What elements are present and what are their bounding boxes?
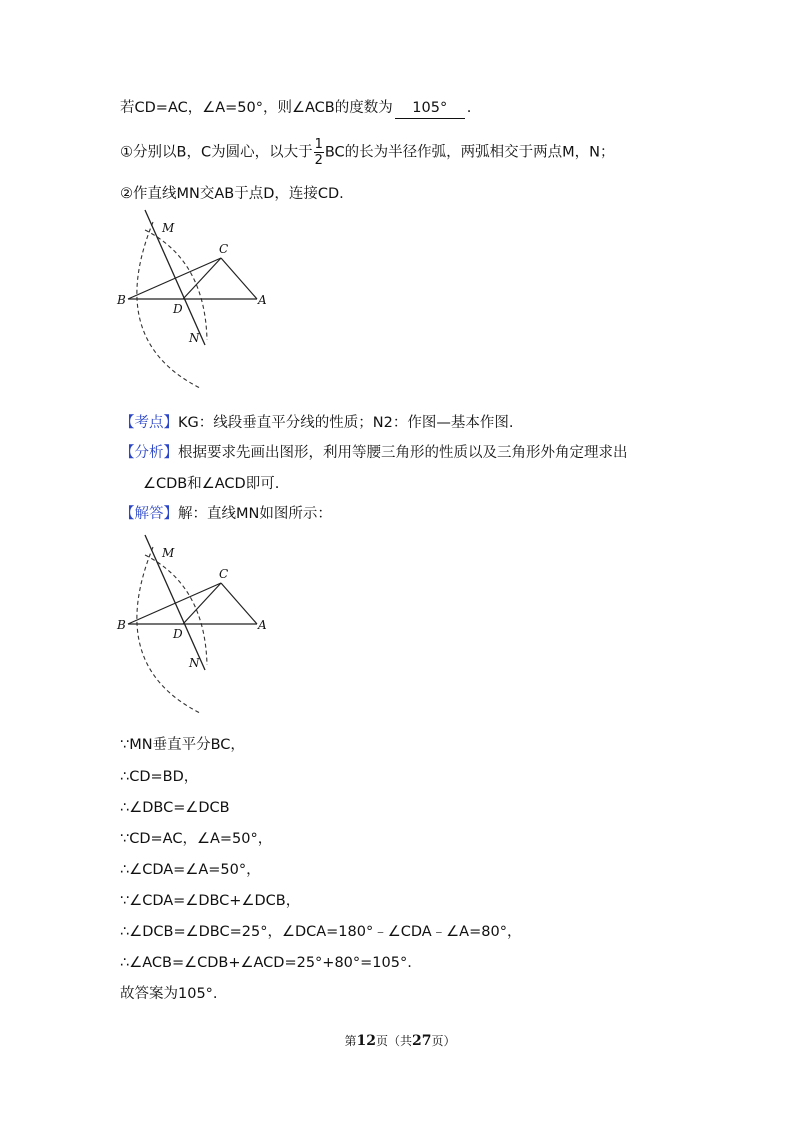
label-b-2: B bbox=[117, 618, 126, 632]
arc-from-b bbox=[145, 230, 207, 340]
footer-total-pages: 27 bbox=[412, 1033, 432, 1049]
label-c-2: C bbox=[219, 567, 229, 581]
footer-suffix: 页） bbox=[431, 1034, 456, 1048]
jieda-line bbox=[120, 504, 332, 524]
construction-step-2: ②作直线MN交AB于点D，连接CD. bbox=[120, 186, 344, 202]
segment-cd-2 bbox=[183, 583, 221, 624]
problem-period: . bbox=[466, 100, 472, 116]
problem-condition: 若CD=AC，∠A=50°，则∠ACB的度数为 bbox=[120, 100, 393, 116]
geometry-figure-2 bbox=[115, 535, 275, 720]
solution-line-5: ∴∠CDA=∠A=50°， bbox=[120, 862, 261, 878]
line-mn-2 bbox=[145, 535, 205, 670]
jieda-label: 【解答】 bbox=[120, 506, 178, 522]
segment-bc-2 bbox=[128, 583, 221, 624]
solution-line-6: ∵∠CDA=∠DBC+∠DCB， bbox=[120, 893, 301, 909]
kaodian-line bbox=[120, 413, 513, 433]
arc-from-c-2 bbox=[137, 547, 200, 713]
geometry-figure-1 bbox=[115, 210, 275, 395]
solution-line-8: ∴∠ACB=∠CDB+∠ACD=25°+80°=105°. bbox=[120, 955, 412, 971]
segment-ca bbox=[221, 258, 257, 299]
step1-after: BC的长为半径作弧，两弧相交于两点M，N； bbox=[324, 144, 615, 161]
label-n: N bbox=[189, 331, 200, 345]
footer-page-number: 12 bbox=[356, 1033, 376, 1049]
fenxi-label: 【分析】 bbox=[120, 445, 178, 461]
label-d-2: D bbox=[173, 627, 183, 641]
fenxi-line-2: ∠CDB和∠ACD即可. bbox=[143, 476, 280, 492]
segment-ca-2 bbox=[221, 583, 257, 624]
label-d: D bbox=[173, 302, 183, 316]
line-mn bbox=[145, 210, 205, 345]
kaodian-label: 【考点】 bbox=[120, 415, 178, 431]
construction-step-1 bbox=[120, 138, 615, 167]
fenxi-text: 根据要求先画出图形，利用等腰三角形的性质以及三角形外角定理求出 bbox=[178, 445, 628, 461]
segment-cd bbox=[183, 258, 221, 299]
fraction-numerator: 1 bbox=[314, 137, 323, 152]
label-c: C bbox=[219, 242, 229, 256]
segment-bc bbox=[128, 258, 221, 299]
arc-from-c bbox=[137, 222, 200, 388]
fraction-half bbox=[314, 138, 324, 167]
solution-line-9: 故答案为105°. bbox=[120, 986, 218, 1002]
label-m-2: M bbox=[162, 546, 175, 560]
arc-from-b-2 bbox=[145, 555, 207, 665]
label-a: A bbox=[258, 293, 267, 307]
step1-before: ①分别以B，C为圆心，以大于 bbox=[120, 144, 313, 161]
answer-blank: 105° bbox=[395, 98, 465, 119]
page-footer bbox=[0, 1032, 800, 1049]
label-n-2: N bbox=[189, 656, 200, 670]
problem-line-1 bbox=[120, 98, 471, 119]
solution-line-3: ∴∠DBC=∠DCB bbox=[120, 800, 230, 816]
solution-line-4: ∵CD=AC，∠A=50°， bbox=[120, 831, 273, 847]
fenxi-line bbox=[120, 443, 628, 463]
footer-prefix: 第 bbox=[344, 1034, 357, 1048]
footer-middle: 页（共 bbox=[375, 1034, 412, 1048]
label-m: M bbox=[162, 221, 175, 235]
fraction-denominator: 2 bbox=[314, 153, 323, 168]
kaodian-text: KG：线段垂直平分线的性质；N2：作图—基本作图. bbox=[178, 415, 514, 431]
solution-line-7: ∴∠DCB=∠DBC=25°，∠DCA=180°﹣∠CDA﹣∠A=80°， bbox=[120, 924, 522, 940]
solution-line-1: ∵MN垂直平分BC， bbox=[120, 737, 245, 753]
label-a-2: A bbox=[258, 618, 267, 632]
jieda-text: 解：直线MN如图所示： bbox=[178, 506, 332, 522]
solution-line-2: ∴CD=BD， bbox=[120, 769, 199, 785]
label-b: B bbox=[117, 293, 126, 307]
